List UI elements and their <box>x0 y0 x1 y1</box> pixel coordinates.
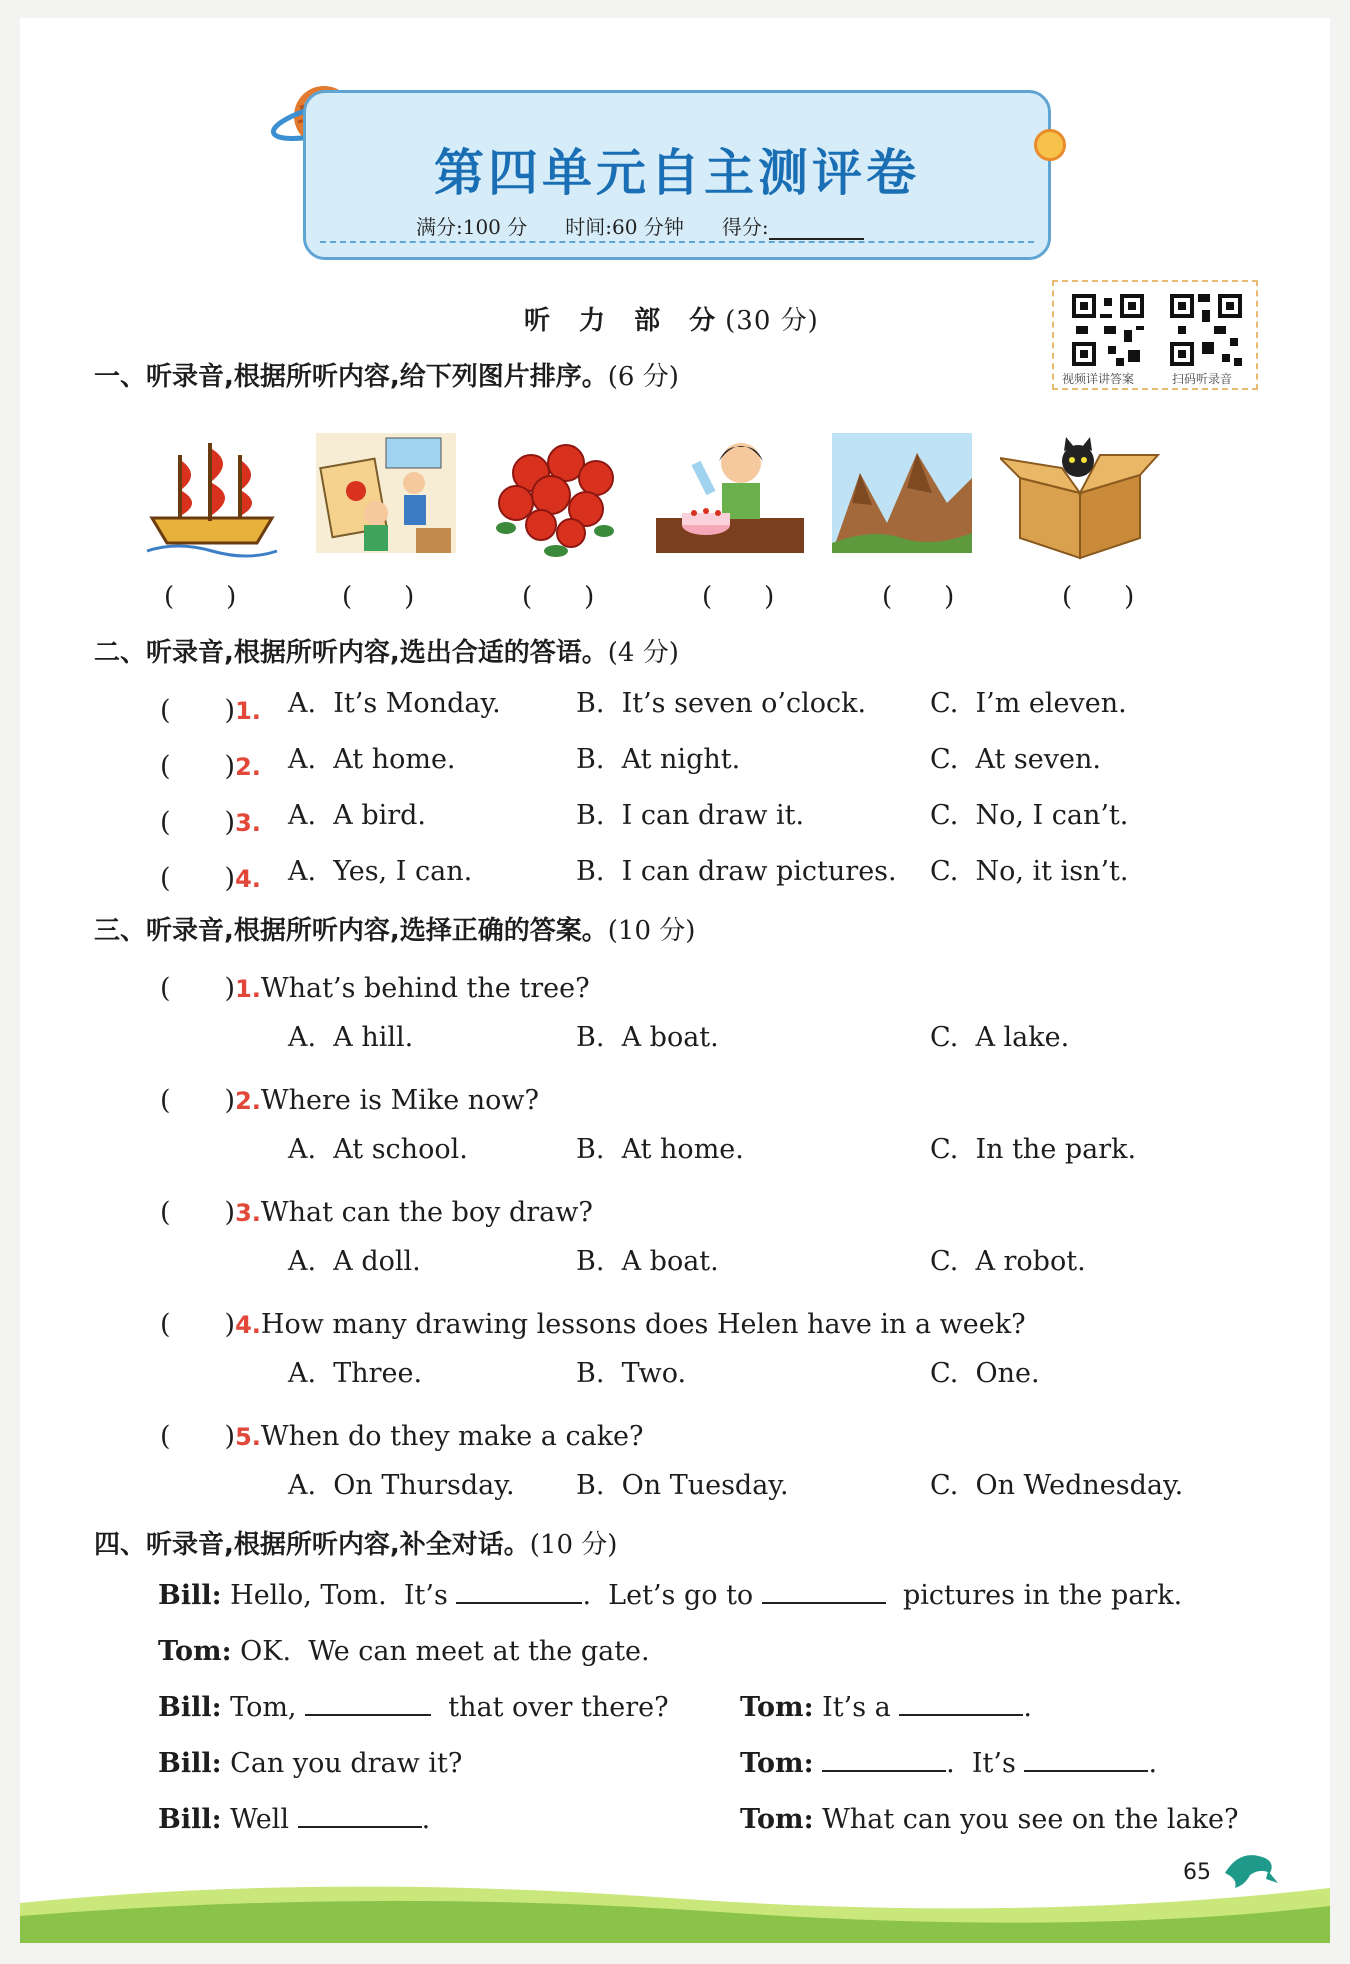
mountains-picture <box>832 433 972 563</box>
section-3-title: 三、听录音,根据所听内容,选择正确的答案。(10 分) <box>94 916 696 946</box>
s2-item-1-option-a: A. It’s Monday. <box>288 688 501 719</box>
dialogue-line-5: Bill: Well . <box>158 1804 431 1835</box>
worksheet-page <box>20 18 1330 1943</box>
s2-item-4-option-b: B. I can draw pictures. <box>576 856 897 887</box>
dialogue-line-3: Bill: Tom, that over there? <box>158 1692 669 1723</box>
s2-item-2-option-a: A. At home. <box>288 744 456 775</box>
order-blank-6[interactable]: ( ) <box>1062 582 1135 612</box>
exam-meta <box>416 211 902 240</box>
answer-blank[interactable]: ( ) <box>160 1085 236 1116</box>
answer-blank[interactable]: ( ) <box>160 863 236 894</box>
cat-in-box-picture <box>1000 433 1160 563</box>
dialogue-line-2: Tom: OK. We can meet at the gate. <box>158 1636 650 1667</box>
s3-item-4-option-b: B. Two. <box>576 1358 687 1389</box>
s3-item-2-option-a: A. At school. <box>288 1134 468 1165</box>
dialogue-line-4-tom: Tom: . It’s . <box>740 1748 1158 1779</box>
fill-blank[interactable] <box>822 1748 946 1772</box>
roses-picture <box>486 433 626 563</box>
s3-item-3-option-c: C. A robot. <box>930 1246 1086 1277</box>
boy-drawing-picture <box>316 433 456 563</box>
section-1-title: 一、听录音,根据所听内容,给下列图片排序。(6 分) <box>94 362 679 392</box>
full-score: 满分:100 分 <box>416 215 528 239</box>
order-blank-2[interactable]: ( ) <box>342 582 415 612</box>
s2-item-4-option-a: A. Yes, I can. <box>288 856 473 887</box>
s3-item-4-option-c: C. One. <box>930 1358 1040 1389</box>
answer-blank[interactable]: ( ) <box>160 1197 236 1228</box>
s3-item-1-question: ( )1.What’s behind the tree? <box>160 973 590 1004</box>
fill-blank[interactable] <box>762 1580 886 1604</box>
s3-item-5-option-b: B. On Tuesday. <box>576 1470 789 1501</box>
fill-blank[interactable] <box>456 1580 582 1604</box>
s3-item-5-option-c: C. On Wednesday. <box>930 1470 1184 1501</box>
s2-item-3-option-c: C. No, I can’t. <box>930 800 1129 831</box>
s3-item-5-option-a: A. On Thursday. <box>288 1470 515 1501</box>
s3-item-3-option-b: B. A boat. <box>576 1246 719 1277</box>
order-blank-3[interactable]: ( ) <box>522 582 595 612</box>
s2-item-1-option-c: C. I’m eleven. <box>930 688 1127 719</box>
s2-item-3: ( )3. <box>160 807 261 838</box>
s2-item-2-option-c: C. At seven. <box>930 744 1101 775</box>
s3-item-2-option-c: C. In the park. <box>930 1134 1137 1165</box>
s2-item-1: ( )1. <box>160 695 261 726</box>
time-limit: 时间:60 分钟 <box>565 215 684 239</box>
listening-part-title: 听 力 部 分(30 分) <box>524 306 819 336</box>
answer-blank[interactable]: ( ) <box>160 695 236 726</box>
dialogue-line-5-tom: Tom: What can you see on the lake? <box>740 1804 1239 1835</box>
answer-blank[interactable]: ( ) <box>160 751 236 782</box>
order-blank-5[interactable]: ( ) <box>882 582 955 612</box>
s2-item-4-option-c: C. No, it isn’t. <box>930 856 1129 887</box>
s2-item-4: ( )4. <box>160 863 261 894</box>
girl-cake-picture <box>656 433 806 563</box>
s2-item-3-option-a: A. A bird. <box>288 800 427 831</box>
fill-blank[interactable] <box>899 1692 1023 1716</box>
s3-item-1-option-c: C. A lake. <box>930 1022 1070 1053</box>
s3-item-1-option-b: B. A boat. <box>576 1022 719 1053</box>
banner-divider <box>320 241 1034 243</box>
fill-blank[interactable] <box>1024 1748 1148 1772</box>
fill-blank[interactable] <box>298 1804 422 1828</box>
s2-item-2: ( )2. <box>160 751 261 782</box>
s2-item-2-option-b: B. At night. <box>576 744 741 775</box>
sailboat-picture <box>142 433 282 563</box>
section-2-title: 二、听录音,根据所听内容,选出合适的答语。(4 分) <box>94 638 679 668</box>
s3-item-2-question: ( )2.Where is Mike now? <box>160 1085 540 1116</box>
section-4-title: 四、听录音,根据所听内容,补全对话。(10 分) <box>94 1530 618 1560</box>
answer-blank[interactable]: ( ) <box>160 807 236 838</box>
qr-code-icon[interactable] <box>1166 290 1246 370</box>
answer-blank[interactable]: ( ) <box>160 1309 236 1340</box>
s3-item-4-option-a: A. Three. <box>288 1358 423 1389</box>
s3-item-5-question: ( )5.When do they make a cake? <box>160 1421 644 1452</box>
page-title: 第四单元自主测评卷 <box>434 144 920 202</box>
dialogue-line-4: Bill: Can you draw it? <box>158 1748 463 1779</box>
qr-panel <box>1052 280 1258 390</box>
footer-wave <box>20 1878 1330 1943</box>
score-blank[interactable] <box>769 220 864 240</box>
order-blank-4[interactable]: ( ) <box>702 582 775 612</box>
answer-blank[interactable]: ( ) <box>160 973 236 1004</box>
page-number: 65 <box>1183 1860 1211 1885</box>
answer-blank[interactable]: ( ) <box>160 1421 236 1452</box>
qr-label-answers: 视频详讲答案 <box>1062 372 1135 386</box>
s2-item-1-option-b: B. It’s seven o’clock. <box>576 688 867 719</box>
dialogue-line-3-tom: Tom: It’s a . <box>740 1692 1032 1723</box>
s3-item-2-option-b: B. At home. <box>576 1134 744 1165</box>
s3-item-3-option-a: A. A doll. <box>288 1246 421 1277</box>
s3-item-4-question: ( )4.How many drawing lessons does Helen have in a week? <box>160 1309 1026 1340</box>
fill-blank[interactable] <box>305 1692 431 1716</box>
s3-item-1-option-a: A. A hill. <box>288 1022 414 1053</box>
dialogue-line-1: Bill: Hello, Tom. It’s . Let’s go to pictures in the park. <box>158 1580 1183 1611</box>
order-blank-1[interactable]: ( ) <box>164 582 237 612</box>
s2-item-3-option-b: B. I can draw it. <box>576 800 805 831</box>
qr-label-audio: 扫码听录音 <box>1172 372 1233 386</box>
score-label: 得分: <box>721 215 769 239</box>
s3-item-3-question: ( )3.What can the boy draw? <box>160 1197 593 1228</box>
qr-code-icon[interactable] <box>1068 290 1148 370</box>
title-banner <box>303 90 1051 260</box>
